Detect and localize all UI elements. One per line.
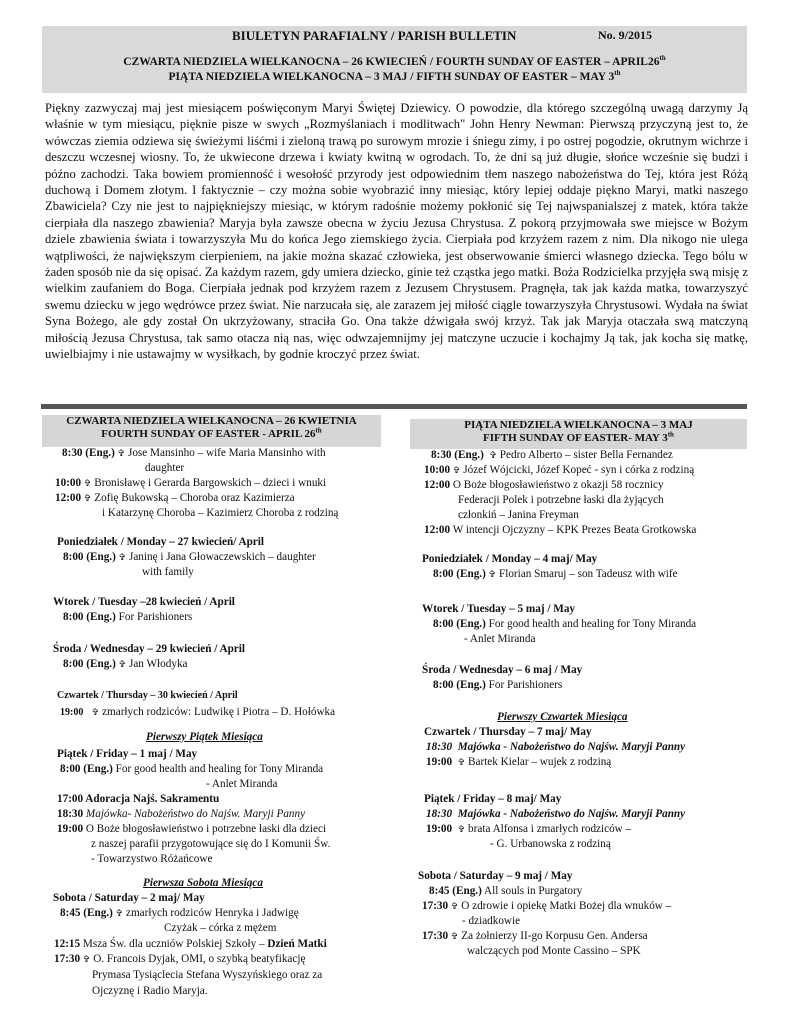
bulletin-number: No. 9/2015	[598, 28, 652, 42]
left-heading-en: FOURTH SUNDAY OF EASTER - APRIL 26th	[101, 426, 322, 440]
mass-entry: 17:00 Adoracja Najś. Sakramentu	[57, 793, 220, 805]
intro-paragraph: Piękny zazwyczaj maj jest miesiącem poświęconym Maryi Świętej Dziewicy. O powodzie, dla którego szczególną uwagą darzymy Ją właśnie w tym miesiącu, pięknie pisze w swych „Rozmyślaniach i modlitwach" John Henry Newman: Pierwszą przyczyną jest to, że wówczas ziemia odziewa się świeżymi liśćmi i zieloną trawą po surowym mrozie i śniegu zimy, i po ostrej pogodzie, okrutnym wichrze i deszczu wczesnej wiosny. To, że ukwiecone drzewa i kwiaty kwitną w ogrodach. To, że dni są już długie, słońce wcześnie się budzi i późno zachodzi. Taka bowiem promienność i wesołość przyrody jest odpowiednim tłem naszego nabożeństwa do Tej, która jest Różą duchową i Domem złotym. I faktycznie – czy można sobie wyobrazić inny miesiąc, który lepiej oddaje piękno Maryi, matki naszego Zbawiciela? Czy nie jest to najpiękniejszy miesiąc, w którym radośnie możemy pokłonić się Tej najwspanialszej z matek, która także cierpiała dla naszego zbawienia? Maryja była zawsze obecna w życiu Jezusa Chrystusa. Z pokorą przyjmowała swe miejsce w Bożym dziele zbawienia świata i towarzyszyła Mu do końca Jego ziemskiego życia. Cierpiała pod krzyżem razem z nim. Dla nikogo nie ulega wątpliwości, że największym cierpieniem, na jakie można skazać człowieka, jest obserwowanie śmierci własnego dziecka. Tego bólu w żaden sposób nie da się opisać. Za każdym razem, gdy umiera dziecko, ginie też cząstka jego matki. Boża Rodzicielka przyjęła swą misję z wielkim zaufaniem do Boga. Cierpiała jednak pod krzyżem razem z Jezusem Chrystusem. Pragnęła, tak jak każda matka, towarzyszyć swemu dziecku w jego wędrówce przez świat. Nie narzucała się, ale zarazem jej miłość ciągle towarzyszyła Chrystusowi. Wydała na świat Syna Bożego, ale gdy został On ukrzyżowany, straciła Go. Ona także dźwigała swój krzyż. Tak jak Maryja otaczała swą matczyną miłością Jezusa Chrystusa, tak samo otacza nią nas, więc odwzajemnijmy jej matczyne uczucie i kochajmy Ją tak, jak kocha się matkę, uwielbiajmy i nie ustawajmy w wysiłkach, by godnie kroczyć przez świat.	[45, 101, 748, 362]
mass-entry-cont: Czyżak – córka z mężem	[164, 922, 277, 934]
mass-entry-cont: walczących pod Monte Cassino – SPK	[467, 945, 641, 957]
mass-entry-cont: i Katarzynę Choroba – Kazimierz Choroba z rodziną	[102, 507, 339, 519]
day-heading: Czwartek / Thursday – 7 maj/ May	[424, 726, 592, 738]
cross-icon: ✞	[457, 758, 466, 768]
section-divider	[41, 404, 747, 409]
mass-entry: 19:00 O Boże błogosławieństwo i potrzebne łaski dla dzieci	[57, 823, 327, 835]
mass-entry-cont: Federacji Polek i potrzebne łaski dla żyjących	[458, 494, 664, 506]
mass-entry-cont: - G. Urbanowska z rodziną	[490, 838, 611, 850]
mass-entry: 8:00 (Eng.) ✞ Janinę i Jana Głowaczewskich – daughter	[63, 551, 316, 563]
day-heading: Środa / Wednesday – 6 maj / May	[422, 664, 583, 676]
mass-entry-cont: Prymasa Tysiąclecia Stefana Wyszyńskiego oraz za	[92, 969, 323, 981]
mass-entry: 8:45 (Eng.) ✞ zmarłych rodziców Henryka i Jadwigę	[60, 907, 299, 919]
cross-icon: ✞	[118, 553, 127, 563]
mass-entry: 19:00 ✞ Bartek Kielar – wujek z rodziną	[426, 756, 612, 768]
right-heading-en: FIFTH SUNDAY OF EASTER- MAY 3th	[483, 430, 674, 444]
mass-entry: 8:30 (Eng.) ✞ Jose Mansinho – wife Maria Mansinho with	[62, 447, 326, 459]
bulletin-title: BIULETYN PARAFIALNY / PARISH BULLETIN	[232, 28, 517, 43]
mass-entry: 8:00 (Eng.) For Parishioners	[63, 611, 193, 623]
cross-icon: ✞	[118, 660, 127, 670]
mass-entry-cont: - Anlet Miranda	[464, 633, 536, 645]
mass-entry: 18:30 Majówka- Nabożeństwo do Najśw. Maryji Panny	[57, 808, 306, 820]
day-heading: Poniedziałek / Monday – 27 kwiecień/ April	[57, 536, 264, 548]
left-heading-pl: CZWARTA NIEDZIELA WIELKANOCNA – 26 KWIETNIA	[66, 415, 357, 427]
section-subheading: Pierwszy Piątek Miesiąca	[146, 731, 263, 743]
mass-entry: 19:00 ✞ brata Alfonsa i zmarłych rodziców –	[426, 823, 632, 835]
mass-entry: 12:00 W intencji Ojczyzny – KPK Prezes Beata Grotkowska	[424, 524, 697, 536]
mass-entry-cont: - Towarzystwo Różańcowe	[91, 853, 213, 865]
day-heading: Piątek / Friday – 1 maj / May	[57, 748, 198, 760]
cross-icon: ✞	[488, 570, 497, 580]
mass-entry: 8:30 (Eng.) ✞ Pedro Alberto – sister Bella Fernandez	[431, 449, 673, 461]
day-heading: Poniedziałek / Monday – 4 maj/ May	[422, 553, 598, 565]
cross-icon: ✞	[83, 479, 92, 489]
mass-entry: 12:15 Msza Św. dla uczniów Polskiej Szkoły – Dzień Matki	[54, 938, 327, 950]
mass-entry: 17:30 ✞ O. Francois Dyjak, OMI, o szybką beatyfikację	[54, 953, 306, 965]
mass-entry-cont: Ojczyznę i Radio Maryja.	[92, 985, 208, 997]
cross-icon: ✞	[450, 932, 459, 942]
mass-entry-cont: członkiń – Janina Freyman	[458, 509, 579, 521]
day-heading: Sobota / Saturday – 9 maj / May	[418, 870, 573, 882]
mass-entry: 10:00 ✞ Józef Wójcicki, Józef Kopeć - syn i córka z rodziną	[424, 464, 695, 476]
mass-entry: 17:30 ✞ Za żołnierzy II-go Korpusu Gen. Andersa	[422, 930, 648, 942]
cross-icon: ✞	[91, 708, 100, 718]
mass-entry: 18:30 Majówka - Nabożeństwo do Najśw. Maryji Panny	[426, 741, 686, 753]
cross-icon: ✞	[83, 494, 92, 504]
mass-entry-cont: daughter	[145, 462, 185, 474]
mass-entry: 8:00 (Eng.) ✞ Jan Włodyka	[63, 658, 188, 670]
right-heading-box	[410, 419, 747, 449]
cross-icon: ✞	[117, 449, 126, 459]
mass-entry: 8:00 (Eng.) For good health and healing for Tony Miranda	[60, 763, 324, 775]
cross-icon: ✞	[115, 909, 124, 919]
mass-entry: 18:30 Majówka - Nabożeństwo do Najśw. Maryji Panny	[426, 808, 686, 820]
section-subheading: Pierwszy Czwartek Miesiąca	[497, 711, 628, 723]
mass-entry-cont: - Anlet Miranda	[206, 778, 278, 790]
header-line-fifth-sunday: PIĄTA NIEDZIELA WIELKANOCNA – 3 MAJ / FIFTH SUNDAY OF EASTER – MAY 3th	[168, 69, 621, 83]
header-line-fourth-sunday: CZWARTA NIEDZIELA WIELKANOCNA – 26 KWIECIEŃ / FOURTH SUNDAY OF EASTER – APRIL26th	[123, 54, 666, 68]
mass-entry: 8:00 (Eng.) ✞ Florian Smaruj – son Tadeusz with wife	[433, 568, 678, 580]
left-heading-box	[42, 415, 381, 447]
right-heading-pl: PIĄTA NIEDZIELA WIELKANOCNA – 3 MAJ	[464, 419, 693, 431]
mass-entry: 10:00 ✞ Bronisławę i Gerarda Bargowskich – dzieci i wnuki	[55, 477, 327, 489]
cross-icon: ✞	[457, 825, 466, 835]
day-heading: Sobota / Saturday – 2 maj/ May	[53, 892, 205, 904]
mass-entry: 12:00 O Boże błogosławieństwo z okazji 58 rocznicy	[424, 479, 664, 491]
mass-entry: 8:45 (Eng.) All souls in Purgatory	[429, 885, 583, 897]
mass-entry-cont: with family	[142, 566, 194, 578]
bulletin-header	[42, 26, 747, 93]
mass-entry: 19:00 ✞ zmarłych rodziców: Ludwikę i Piotra – D. Hołówka	[60, 706, 336, 718]
mass-entry: 12:00 ✞ Zofię Bukowską – Choroba oraz Kazimierza	[55, 492, 295, 504]
day-heading: Wtorek / Tuesday –28 kwiecień / April	[53, 596, 235, 608]
day-heading: Piątek / Friday – 8 maj/ May	[424, 793, 562, 805]
section-subheading: Pierwsza Sobota Miesiąca	[143, 877, 263, 889]
day-heading: Wtorek / Tuesday – 5 maj / May	[422, 603, 576, 615]
mass-entry-cont: z naszej parafii przygotowujące się do I Komunii Św.	[91, 838, 331, 850]
mass-entry: 17:30 ✞ O zdrowie i opiekę Matki Bożej dla wnuków –	[422, 900, 672, 912]
day-heading: Czwartek / Thursday – 30 kwiecień / April	[57, 690, 238, 701]
mass-entry: 8:00 (Eng.) For Parishioners	[433, 679, 563, 691]
cross-icon: ✞	[82, 955, 91, 965]
cross-icon: ✞	[489, 451, 497, 461]
mass-entry-cont: - dziadkowie	[462, 915, 521, 927]
mass-entry: 8:00 (Eng.) For good health and healing for Tony Miranda	[433, 618, 697, 630]
cross-icon: ✞	[450, 902, 459, 912]
day-heading: Środa / Wednesday – 29 kwiecień / April	[53, 643, 245, 655]
cross-icon: ✞	[452, 466, 461, 476]
